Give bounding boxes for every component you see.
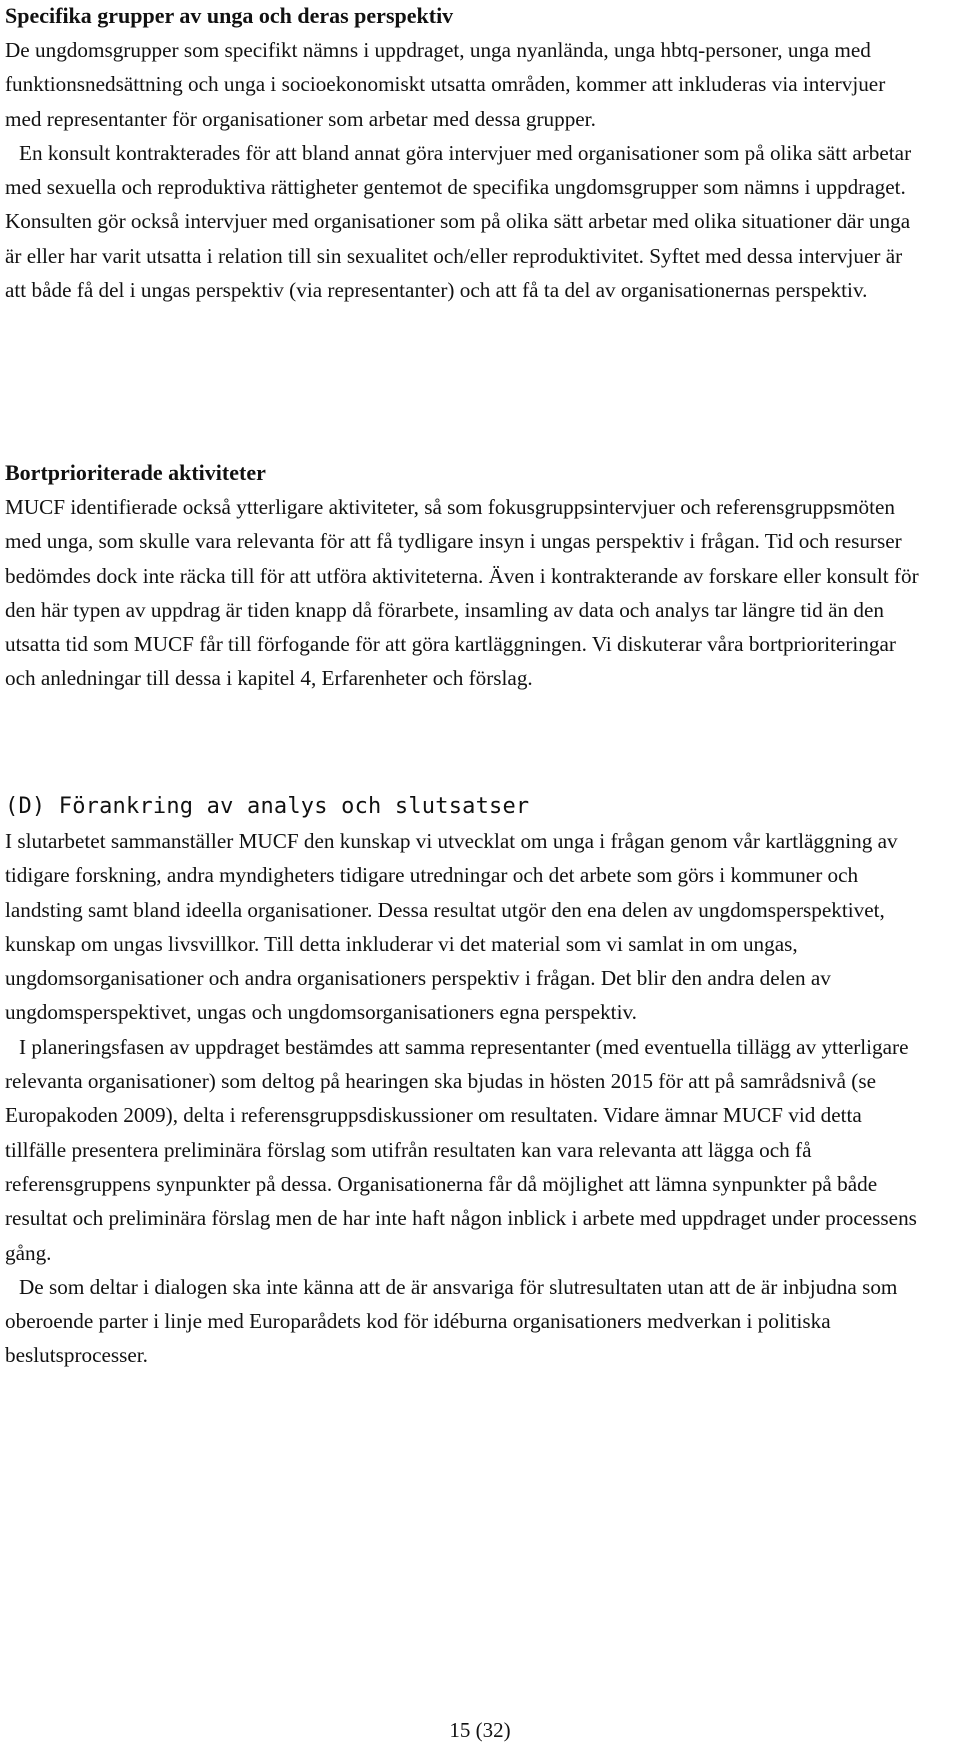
page-number: 15 (32) xyxy=(449,1718,511,1742)
section-heading: (D) Förankring av analys och slutsatser xyxy=(5,794,530,819)
section-anchoring-analysis xyxy=(5,790,925,1373)
paragraph: I slutarbetet sammanställer MUCF den kunskap vi utvecklat om unga i frågan genom vår kartläggning av tidigare forskning, andra myndigheters tidigare utredningar och det arbete som görs i kommuner och landsting samt bland ideella organisationer. Dessa resultat utgör den ena delen av ungdomsperspektivet, kunskap om ungas livsvillkor. Till detta inkluderar vi det material som vi samlat in om ungas, ungdomsorganisationer och andra organisationers perspektiv i frågan. Det blir den andra delen av ungdomsperspektivet, ungas och ungdomsorganisationers egna perspektiv. xyxy=(5,829,898,1025)
section-deprioritized-activities xyxy=(5,456,925,696)
paragraph: MUCF identifierade också ytterligare aktiviteter, så som fokusgruppsintervjuer och referensgruppsmöten med unga, som skulle vara relevanta för att få tydligare insyn i ungas perspektiv i frågan. Tid och resurser bedömdes dock inte räcka till för att utföra aktiviteterna. Även i kontrakterande av forskare eller konsult för den här typen av uppdrag är tiden knapp då förarbete, insamling av data och analys tar längre tid än den utsatta tid som MUCF får till förfogande för att göra kartläggningen. Vi diskuterar våra bortprioriteringar och anledningar till dessa i kapitel 4, Erfarenheter och förslag. xyxy=(5,495,919,691)
paragraph: I planeringsfasen av uppdraget bestämdes att samma representanter (med eventuella tillägg av ytterligare relevanta organisationer) som deltog på hearingen ska bjudas in hösten 2015 för att på samrådsnivå (se Europakoden 2009), delta i referensgruppsdiskussioner om resultaten. Vidare ämnar MUCF vid detta tillfälle presentera preliminära förslag som utifrån resultaten kan vara relevanta att lägga och få referensgruppens synpunkter på dessa. Organisationerna får då möjlighet att lämna synpunkter på både resultat och preliminära förslag men de har inte haft någon inblick i arbete med uppdraget under processens gång. xyxy=(5,1034,917,1265)
section-heading: Specifika grupper av unga och deras perspektiv xyxy=(5,3,454,28)
paragraph: De ungdomsgrupper som specifikt nämns i uppdraget, unga nyanlända, unga hbtq-personer, unga med funktionsnedsättning och unga i socioekonomiskt utsatta områden, kommer att inkluderas via intervjuer med representanter för organisationer som arbetar med dessa grupper. xyxy=(5,38,886,131)
section-heading: Bortprioriterade aktiviteter xyxy=(5,460,266,485)
section-specific-groups xyxy=(5,0,925,307)
paragraph: En konsult kontrakterades för att bland annat göra intervjuer med organisationer som på olika sätt arbetar med sexuella och reproduktiva rättigheter gentemot de specifika ungdomsgrupper som nämns i uppdraget. Konsulten gör också intervjuer med organisationer som på olika sätt arbetar med olika situationer där unga är eller har varit utsatta i relation till sin sexualitet och/eller reproduktivitet. Syftet med dessa intervjuer är att både få del i ungas perspektiv (via representanter) och att få ta del av organisationernas perspektiv. xyxy=(5,140,912,303)
paragraph: De som deltar i dialogen ska inte känna att de är ansvariga för slutresultaten utan att de är inbjudna som oberoende parter i linje med Europarådets kod för idéburna organisationers medverkan i politiska beslutsprocesser. xyxy=(5,1274,898,1368)
